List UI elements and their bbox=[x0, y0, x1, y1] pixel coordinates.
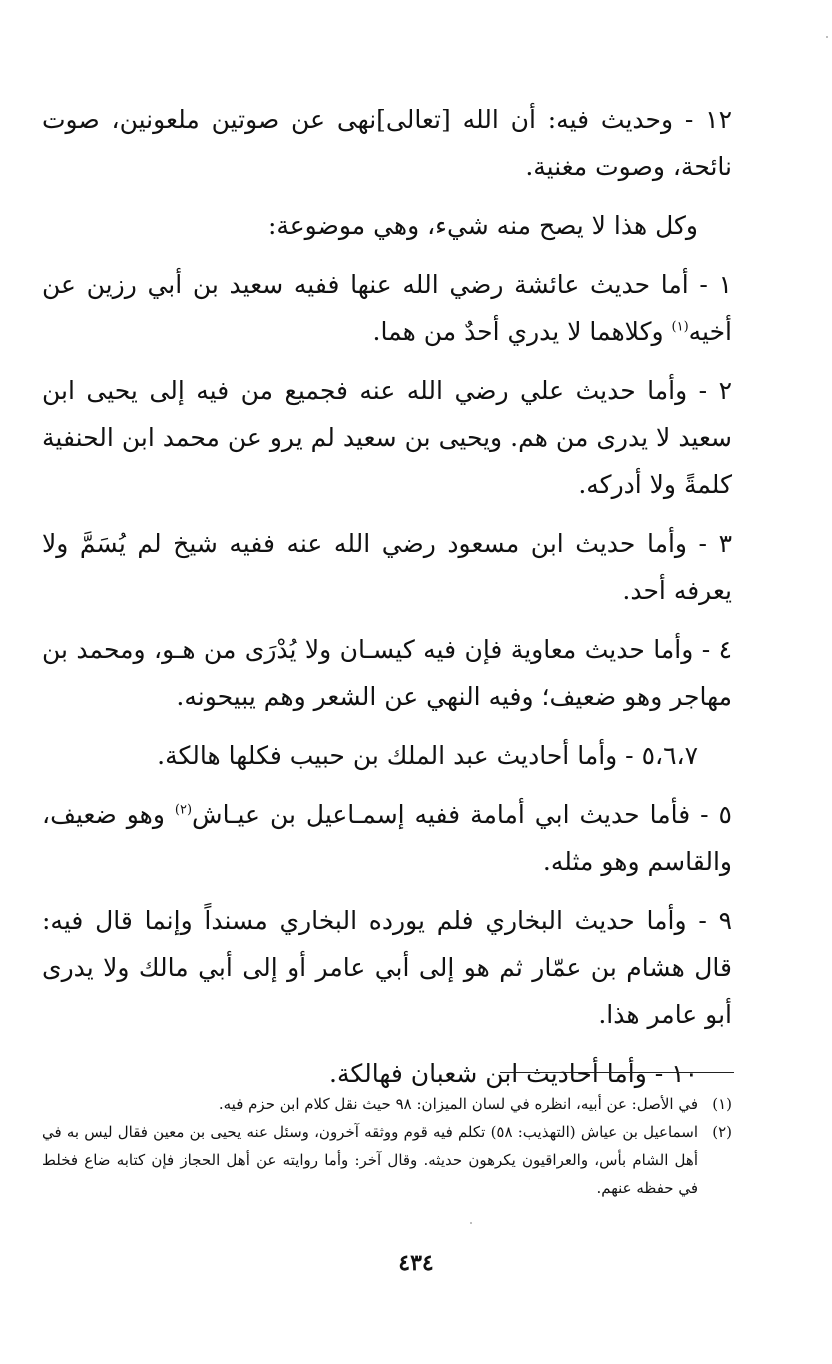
scan-speck bbox=[470, 1222, 472, 1224]
paragraph-10: ١٠ - وأما أحاديث ابن شعبان فهالكة. bbox=[329, 1059, 698, 1088]
paragraph-1 bbox=[42, 261, 732, 355]
main-text bbox=[42, 96, 732, 1109]
paragraph-summary: وكل هذا لا يصح منه شيء، وهي موضوعة: bbox=[267, 211, 698, 240]
paragraph-9: ٩ - وأما حديث البخاري فلم يورده البخاري مسنداً وإنما قال فيه: قال هشام بن عمّار ثم هو إلى أبي عامر أو إلى أبي مالك ولا يدرى أبو عامر هذا. bbox=[42, 906, 732, 1029]
paragraph-5 bbox=[42, 791, 732, 885]
paragraph-12: ١٢ - وحديث فيه: أن الله [تعالى]نهى عن صوتين ملعونين، صوت نائحة، وصوت مغنية. bbox=[42, 105, 732, 181]
paragraph-1-end: وكلاهما لا يدري أحدٌ من هما. bbox=[372, 317, 672, 346]
footnote-1-text: في الأصل: عن أبيه، انظره في لسان الميزان: ٩٨ حيث نقل كلام ابن حزم فيه. bbox=[218, 1095, 698, 1113]
paragraph-2: ٢ - وأما حديث علي رضي الله عنه فجميع من فيه إلى يحيى ابن سعيد لا يدرى من هم. ويحيى بن سعيد لم يرو عن محمد ابن الحنفية كلمةً ولا أدركه. bbox=[42, 376, 732, 499]
paragraph-1-start: ١ - أما حديث عائشة رضي الله عنها ففيه سعيد بن أبي رزين عن أخيه bbox=[42, 270, 732, 346]
paragraph-5-6-7: ٥،٦،٧ - وأما أحاديث عبد الملك بن حبيب فكلها هالكة. bbox=[157, 741, 698, 770]
footnote-ref-2: (٢) bbox=[174, 802, 193, 818]
paragraph-3: ٣ - وأما حديث ابن مسعود رضي الله عنه ففيه شيخ لم يُسَمَّ ولا يعرفه أحد. bbox=[42, 529, 732, 605]
paragraph-4: ٤ - وأما حديث معاوية فإن فيه كيسـان ولا يُدْرَى من هـو، ومحمد بن مهاجر وهو ضعيف؛ وفيه النهي عن الشعر وهم يبيحونه. bbox=[42, 635, 732, 711]
scan-speck bbox=[826, 36, 828, 38]
footnote-2 bbox=[42, 1118, 732, 1202]
footnote-divider bbox=[500, 1072, 734, 1073]
footnote-1-number: (١) bbox=[712, 1095, 732, 1113]
paragraph-5-start: ٥ - فأما حديث ابي أمامة ففيه إسمـاعيل بن عيـاش bbox=[192, 800, 732, 829]
footnote-2-number: (٢) bbox=[712, 1123, 732, 1141]
footnote-ref-1: (١) bbox=[671, 319, 689, 335]
footnote-2-text: اسماعيل بن عياش (التهذيب: ٥٨) تكلم فيه قوم ووثقه آخرون، وسئل عنه يحيى بن معين فقال ليس به في أهل الشام بأس، والعراقيون يكرهون حديثه. وقال آخر: وأما روايته عن أهل الحجاز فإن كتابه ضاع فخلط في حفظه عنهم. bbox=[42, 1123, 698, 1197]
paragraph-5-end: وهو ضعيف، والقاسم وهو مثله. bbox=[42, 800, 732, 876]
page-number: ٤٣٤ bbox=[398, 1250, 434, 1276]
footnotes bbox=[42, 1090, 732, 1202]
footnote-1 bbox=[42, 1090, 732, 1118]
